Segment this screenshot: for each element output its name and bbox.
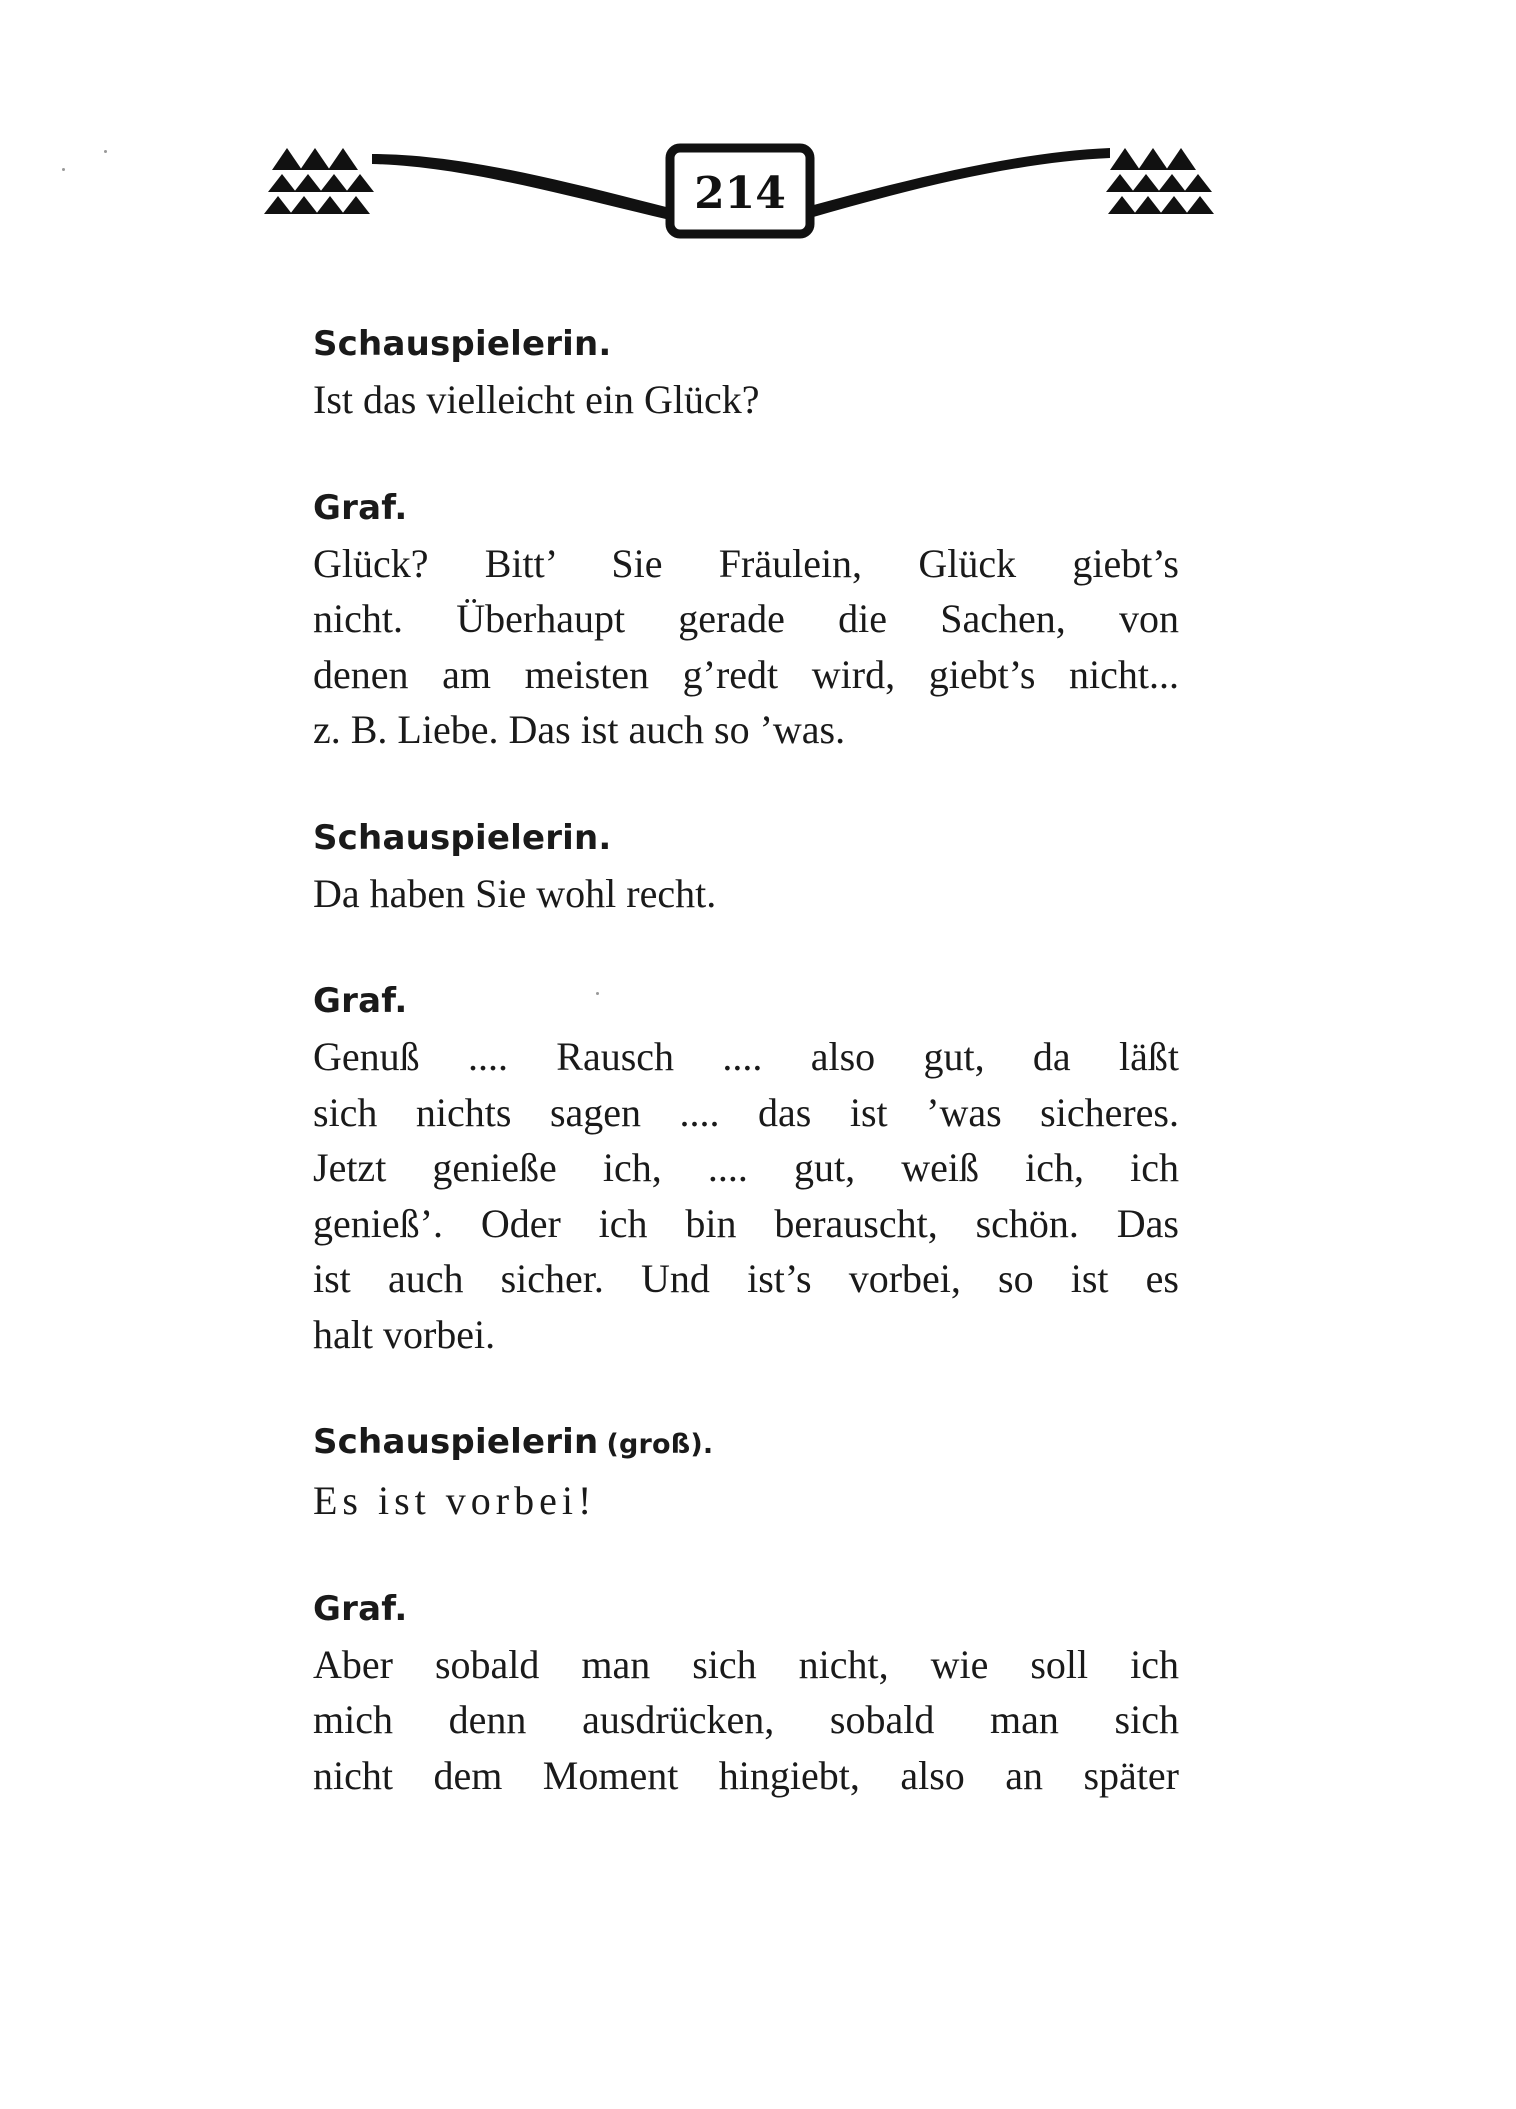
text-line: Jetzt genieße ich, .... gut, weiß ich, ich [313, 1145, 1179, 1190]
page-number: 214 [694, 168, 786, 219]
speech-block [313, 1414, 1179, 1529]
ornament-icon [260, 140, 1220, 250]
stage-direction: (groß). [606, 1429, 714, 1460]
speech-block [313, 1581, 1179, 1804]
page-header-ornament [260, 140, 1220, 250]
text-line: Es ist vorbei! [313, 1478, 597, 1523]
text-line: Da haben Sie wohl recht. [313, 870, 717, 916]
speaker-name: Graf. [313, 487, 408, 528]
text-line: denen am meisten g’redt wird, giebt’s nicht... [313, 651, 1179, 697]
dialogue-text [313, 316, 1179, 1803]
text-line: Glück? Bitt’ Sie Fräulein, Glück giebt’s [313, 540, 1179, 586]
text-line: ist auch sicher. Und ist’s vorbei, so ist es [313, 1256, 1179, 1301]
left-triangle-cluster-icon [264, 148, 374, 214]
text-line: z. B. Liebe. Das ist auch so ’was. [313, 707, 846, 752]
speech-block [313, 973, 1179, 1362]
text-line: Aber sobald man sich nicht, wie soll ich [313, 1641, 1179, 1687]
right-triangle-cluster-icon [1106, 148, 1214, 214]
text-line: sich nichts sagen .... das ist ’was sicheres. [313, 1089, 1179, 1135]
paper-speck [104, 150, 107, 153]
speaker-name: Schauspielerin. [313, 817, 612, 858]
text-line: nicht dem Moment hingiebt, also an später [313, 1752, 1179, 1798]
speech-block [313, 810, 1179, 922]
speaker-name: Graf. [313, 981, 408, 1021]
speech-block [313, 480, 1179, 758]
paper-speck [62, 168, 65, 171]
speaker-name: Graf. [313, 1588, 408, 1629]
speaker-name: Schauspielerin. [313, 324, 612, 364]
text-line: genieß’. Oder ich bin berauscht, schön. Das [313, 1200, 1179, 1246]
text-line: nicht. Überhaupt gerade die Sachen, von [313, 596, 1179, 641]
text-line: halt vorbei. [313, 1311, 496, 1357]
text-line: mich denn ausdrücken, sobald man sich [313, 1697, 1179, 1742]
speaker-name: Schauspielerin (groß). [313, 1422, 714, 1462]
speech-block [313, 316, 1179, 428]
text-line: Ist das vielleicht ein Glück? [313, 377, 760, 422]
text-line: Genuß .... Rausch .... also gut, da läßt [313, 1034, 1179, 1079]
